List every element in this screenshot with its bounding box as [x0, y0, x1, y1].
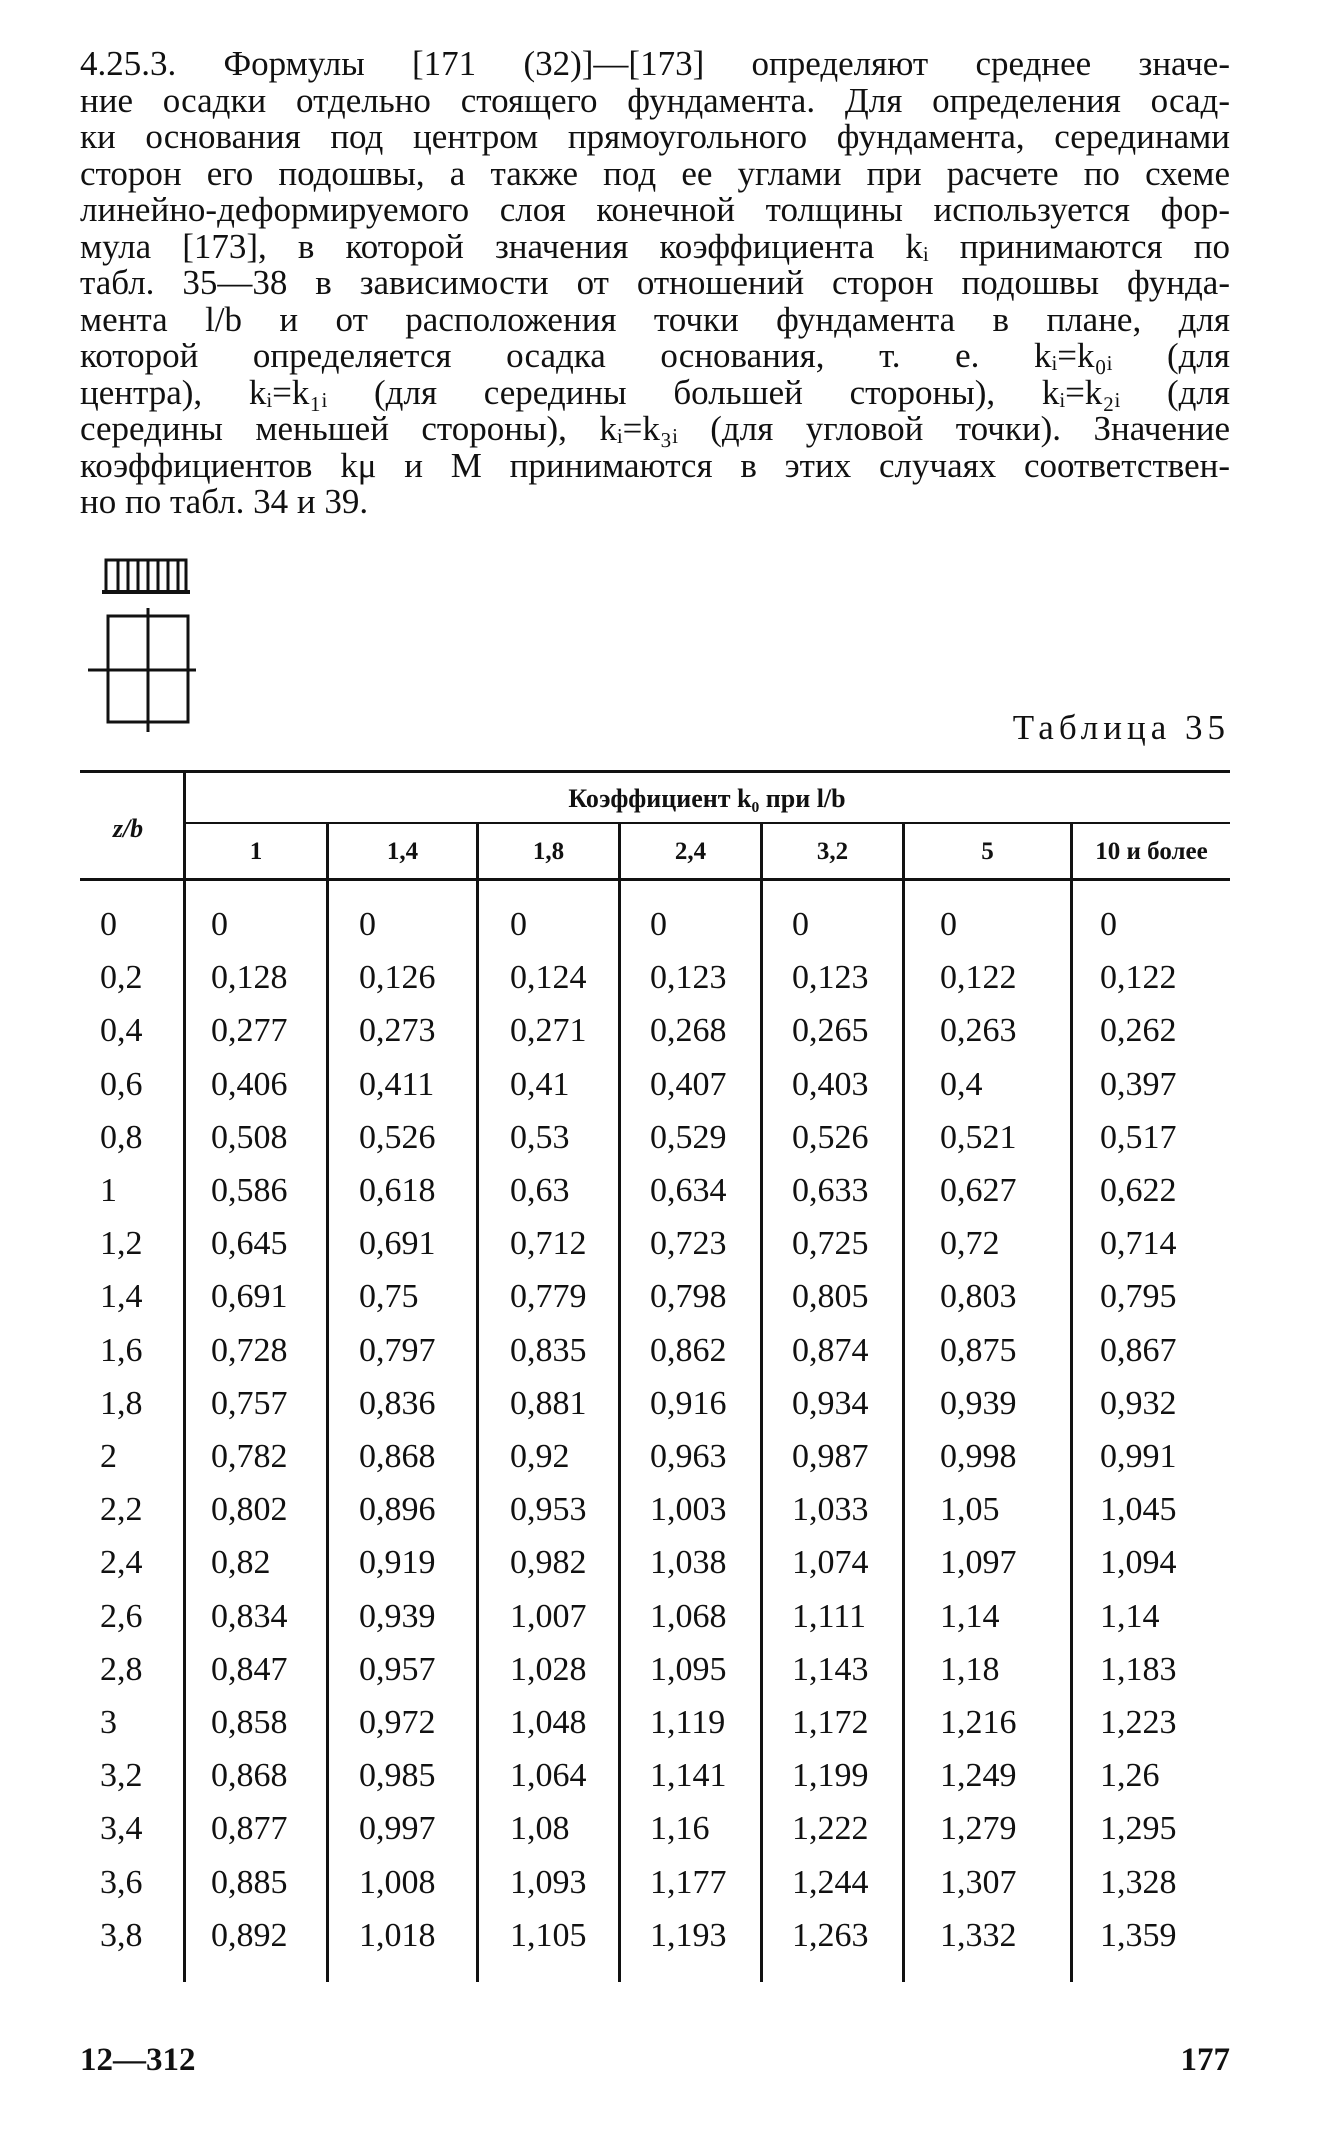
paragraph-line: которой определяется осадка основания, т. е. kᵢ=k₀ᵢ (для — [80, 336, 1230, 375]
row-label-zb: 0 — [100, 906, 117, 943]
col-header: 1 — [249, 838, 263, 865]
table-cell: 0,277 — [211, 1012, 288, 1050]
table-cell: 1,199 — [792, 1757, 869, 1795]
footer-signature: 12—312 — [80, 2042, 196, 2078]
table-cell: 0,805 — [792, 1278, 869, 1316]
table-cell: 0,268 — [650, 1012, 727, 1050]
table-cell: 0,972 — [359, 1704, 436, 1741]
table-cell: 0,939 — [940, 1384, 1017, 1422]
table-cell: 0,122 — [940, 959, 1017, 997]
table-cell: 0,411 — [359, 1065, 435, 1103]
table-cell: 1,093 — [510, 1863, 587, 1901]
table-cell: 0,874 — [792, 1331, 869, 1369]
table-cell: 0,798 — [650, 1278, 727, 1316]
table-cell: 0,779 — [510, 1278, 587, 1316]
table-cell: 0,691 — [359, 1225, 436, 1263]
row-label-zb: 3,6 — [100, 1863, 143, 1901]
table-cell: 0,885 — [211, 1863, 288, 1901]
col-header: 5 — [981, 838, 994, 865]
table-cell: 1,332 — [940, 1916, 1017, 1954]
paragraph-line: линейно-деформируемого слоя конечной толщины используется фор- — [80, 190, 1230, 229]
table-cell: 0,953 — [510, 1491, 587, 1529]
table-cell: 1,045 — [1100, 1491, 1177, 1529]
table-cell: 1,249 — [940, 1757, 1017, 1795]
table-cell: 0,881 — [510, 1384, 587, 1422]
table-cell: 0,714 — [1100, 1225, 1177, 1263]
table-cell: 0,934 — [792, 1384, 869, 1422]
table-cell: 0,529 — [650, 1118, 727, 1156]
table-cell: 0,123 — [650, 959, 727, 997]
table-cell: 0,633 — [792, 1172, 869, 1209]
table-cell: 0,271 — [510, 1012, 587, 1050]
table-cell: 0,939 — [359, 1597, 436, 1635]
table-cell: 0,991 — [1100, 1438, 1177, 1475]
table-cell: 0,963 — [650, 1438, 727, 1475]
table-cell: 1,094 — [1100, 1544, 1177, 1582]
table-cell: 1,307 — [940, 1863, 1017, 1901]
col-divider — [902, 824, 905, 1982]
row-label-zb: 1,8 — [100, 1384, 143, 1422]
table-cell: 0,124 — [510, 959, 587, 997]
table-cell: 0,586 — [211, 1172, 288, 1209]
table-cell: 0,122 — [1100, 959, 1177, 997]
table-cell: 0,128 — [211, 959, 288, 997]
col-header: 10 и более — [1095, 838, 1208, 865]
col-divider — [183, 772, 186, 1982]
table-cell: 1,097 — [940, 1544, 1017, 1582]
table-cell: 0,802 — [211, 1491, 288, 1529]
paragraph-line: 4.25.3. Формулы [171 (32)]—[173] определяют среднее значе- — [80, 44, 1230, 83]
table-cell: 0,75 — [359, 1278, 419, 1316]
table-cell: 1,16 — [650, 1810, 710, 1848]
row-label-zb: 2,2 — [100, 1491, 143, 1529]
table-cell: 0,41 — [510, 1065, 570, 1103]
row-label-zb: 0,2 — [100, 959, 143, 997]
group-header-rule — [184, 822, 1230, 824]
table-cell: 0 — [211, 906, 228, 943]
table-cell: 0,836 — [359, 1384, 436, 1422]
table-cell: 1,074 — [792, 1544, 869, 1582]
table-cell: 1,007 — [510, 1597, 587, 1635]
table-cell: 1,119 — [650, 1704, 726, 1741]
paragraph-line: ки основания под центром прямоугольного фундамента, серединами — [80, 117, 1230, 156]
table-cell: 1,222 — [792, 1810, 869, 1848]
table-cell: 0,526 — [359, 1118, 436, 1156]
table-cell: 1,048 — [510, 1704, 587, 1741]
table-cell: 0,4 — [940, 1065, 983, 1103]
row-label-zb: 3,4 — [100, 1810, 143, 1848]
table-cell: 1,143 — [792, 1650, 869, 1688]
table-cell: 0 — [1100, 906, 1117, 943]
row-label-zb: 1,6 — [100, 1331, 143, 1369]
row-label-zb: 2,6 — [100, 1597, 143, 1635]
load-hatch-icon — [102, 560, 190, 592]
table-cell: 0,126 — [359, 959, 436, 997]
table-cell: 0,508 — [211, 1118, 288, 1156]
table-cell: 1,295 — [1100, 1810, 1177, 1848]
row-label-zb: 1,2 — [100, 1225, 143, 1263]
table-cell: 0,72 — [940, 1225, 1000, 1263]
table-cell: 1,172 — [792, 1704, 869, 1741]
row-label-zb: 1 — [100, 1172, 117, 1209]
table-cell: 0 — [650, 906, 667, 943]
table-cell: 0,517 — [1100, 1118, 1177, 1156]
table-cell: 0,634 — [650, 1172, 727, 1209]
col-header: 1,8 — [532, 838, 565, 865]
table-cell: 0,403 — [792, 1065, 869, 1103]
table-cell: 1,033 — [792, 1491, 869, 1529]
table-cell: 0,835 — [510, 1331, 587, 1369]
table-cell: 1,263 — [792, 1916, 869, 1954]
paragraph-line: сторон его подошвы, а также под ее углами при расчете по схеме — [80, 153, 1230, 193]
row-label-zb: 3,2 — [100, 1757, 143, 1795]
paragraph-line: ние осадки отдельно стоящего фундамента. Для определения осад- — [80, 80, 1230, 120]
table-cell: 1,359 — [1100, 1916, 1177, 1954]
col-divider — [476, 824, 479, 1982]
table-cell: 1,328 — [1100, 1863, 1177, 1901]
table-cell: 0,728 — [211, 1331, 288, 1369]
table-cell: 1,08 — [510, 1810, 570, 1848]
paragraph-line: мента l/b и от расположения точки фундамента в плане, для — [80, 299, 1230, 339]
table-cell: 0,526 — [792, 1118, 869, 1156]
body-paragraph — [80, 46, 1230, 521]
table-cell: 0,998 — [940, 1438, 1017, 1475]
table-cell: 0 — [940, 906, 957, 943]
table-cell: 0,868 — [211, 1757, 288, 1795]
table-cell: 1,26 — [1100, 1757, 1160, 1795]
footing-plan-icon — [88, 608, 196, 732]
paragraph-line: но по табл. 34 и 39. — [80, 482, 369, 521]
table-cell: 0,858 — [211, 1704, 288, 1741]
table-cell: 0,82 — [211, 1544, 271, 1582]
table-cell: 1,068 — [650, 1597, 727, 1635]
table-cell: 1,105 — [510, 1916, 587, 1954]
table-cell: 0,919 — [359, 1544, 436, 1582]
table-cell: 1,141 — [650, 1757, 727, 1795]
row-label-zb: 0,4 — [100, 1012, 143, 1050]
col-divider — [618, 824, 621, 1982]
table-cell: 1,095 — [650, 1650, 727, 1688]
table-cell: 0,622 — [1100, 1172, 1177, 1209]
paragraph-line: середины меньшей стороны), kᵢ=k₃ᵢ (для угловой точки). Значение — [80, 409, 1230, 448]
table-cell: 0,803 — [940, 1278, 1017, 1316]
table-cell: 1,279 — [940, 1810, 1017, 1848]
table-cell: 0,262 — [1100, 1012, 1177, 1050]
table-top-rule — [80, 770, 1230, 773]
table-cell: 0,618 — [359, 1172, 436, 1209]
row-label-zb: 2,8 — [100, 1650, 143, 1688]
table-cell: 0,645 — [211, 1225, 288, 1263]
table-cell: 0,896 — [359, 1491, 436, 1529]
table-cell: 0,932 — [1100, 1384, 1177, 1422]
table-cell: 0,521 — [940, 1118, 1017, 1156]
table-cell: 1,111 — [792, 1597, 866, 1635]
table-cell: 0,92 — [510, 1438, 570, 1475]
table-cell: 0,985 — [359, 1757, 436, 1795]
table-cell: 1,008 — [359, 1863, 436, 1901]
col-divider — [760, 824, 763, 1982]
table-cell: 0,868 — [359, 1438, 436, 1475]
table-cell: 0,797 — [359, 1331, 436, 1369]
row-header-zb: z/b — [112, 814, 144, 843]
table-cell: 1,177 — [650, 1863, 727, 1901]
table-cell: 1,003 — [650, 1491, 727, 1529]
table-cell: 0,53 — [510, 1118, 570, 1156]
table-cell: 1,223 — [1100, 1704, 1177, 1741]
table-cell: 0,397 — [1100, 1065, 1177, 1103]
table-cell: 0,63 — [510, 1172, 570, 1209]
table-cell: 0,757 — [211, 1384, 288, 1422]
table-cell: 1,038 — [650, 1544, 727, 1582]
row-label-zb: 3,8 — [100, 1916, 143, 1954]
table-cell: 0,862 — [650, 1331, 727, 1369]
table-cell: 0,982 — [510, 1544, 587, 1582]
col-header: 3,2 — [816, 838, 849, 865]
table-cell: 0,877 — [211, 1810, 288, 1848]
paragraph-line: мула [173], в которой значения коэффициента kᵢ принимаются по — [80, 226, 1230, 266]
table-cell: 0 — [359, 906, 376, 943]
table-cell: 0,867 — [1100, 1331, 1177, 1369]
table-cell: 1,14 — [940, 1597, 1000, 1635]
row-label-zb: 2 — [100, 1438, 117, 1475]
row-label-zb: 0,8 — [100, 1118, 143, 1156]
table-cell: 0,691 — [211, 1278, 288, 1316]
table-cell: 0,916 — [650, 1384, 727, 1422]
table-cell: 1,183 — [1100, 1650, 1177, 1688]
table-cell: 1,244 — [792, 1863, 869, 1901]
paragraph-line: коэффициентов kμ и M принимаются в этих случаях соответствен- — [80, 445, 1230, 485]
table-cell: 0,834 — [211, 1597, 288, 1635]
table-cell: 0,987 — [792, 1438, 869, 1475]
paragraph-line: табл. 35—38 в зависимости от отношений сторон подошвы фунда- — [80, 263, 1230, 302]
table-cell: 0,265 — [792, 1012, 869, 1050]
row-label-zb: 3 — [100, 1704, 117, 1741]
table-cell: 0,997 — [359, 1810, 436, 1848]
row-label-zb: 2,4 — [100, 1544, 143, 1582]
row-label-zb: 0,6 — [100, 1065, 143, 1103]
table-cell: 0,795 — [1100, 1278, 1177, 1316]
page-number: 177 — [1180, 2042, 1230, 2078]
foundation-schematic — [84, 556, 196, 734]
table-cell: 0,875 — [940, 1331, 1017, 1369]
table-cell: 0,273 — [359, 1012, 436, 1050]
table-cell: 0,627 — [940, 1172, 1017, 1209]
table-cell: 1,193 — [650, 1916, 727, 1954]
col-divider — [1070, 824, 1073, 1982]
table-cell: 1,14 — [1100, 1597, 1160, 1635]
table-cell: 0,957 — [359, 1650, 436, 1688]
paragraph-line: центра), kᵢ=k₁ᵢ (для середины большей стороны), kᵢ=k₂ᵢ (для — [80, 372, 1230, 412]
table-cell: 0,123 — [792, 959, 869, 997]
table-cell: 0,847 — [211, 1650, 288, 1688]
table-cell: 0 — [510, 906, 527, 943]
table-cell: 1,028 — [510, 1650, 587, 1688]
table-title: Таблица 35 — [1012, 708, 1230, 747]
col-header: 2,4 — [674, 838, 707, 865]
group-header: Коэффициент k₀ при l/b — [568, 784, 846, 813]
row-label-zb: 1,4 — [100, 1278, 143, 1316]
table-cell: 0 — [792, 906, 809, 943]
table-cell: 0,782 — [211, 1438, 288, 1475]
table-cell: 1,05 — [940, 1491, 1000, 1529]
table-cell: 0,723 — [650, 1225, 727, 1263]
table-cell: 1,216 — [940, 1704, 1017, 1741]
col-header: 1,4 — [386, 838, 419, 865]
table-cell: 0,406 — [211, 1065, 288, 1103]
table-cell: 0,263 — [940, 1012, 1017, 1050]
header-bottom-rule — [80, 878, 1230, 881]
table-cell: 1,064 — [510, 1757, 587, 1795]
col-divider — [326, 824, 329, 1982]
table-cell: 0,892 — [211, 1916, 288, 1954]
table-cell: 0,725 — [792, 1225, 869, 1263]
table-cell: 0,407 — [650, 1065, 727, 1103]
table-cell: 0,712 — [510, 1225, 587, 1263]
table-cell: 1,018 — [359, 1916, 436, 1954]
table-cell: 1,18 — [940, 1650, 1000, 1688]
